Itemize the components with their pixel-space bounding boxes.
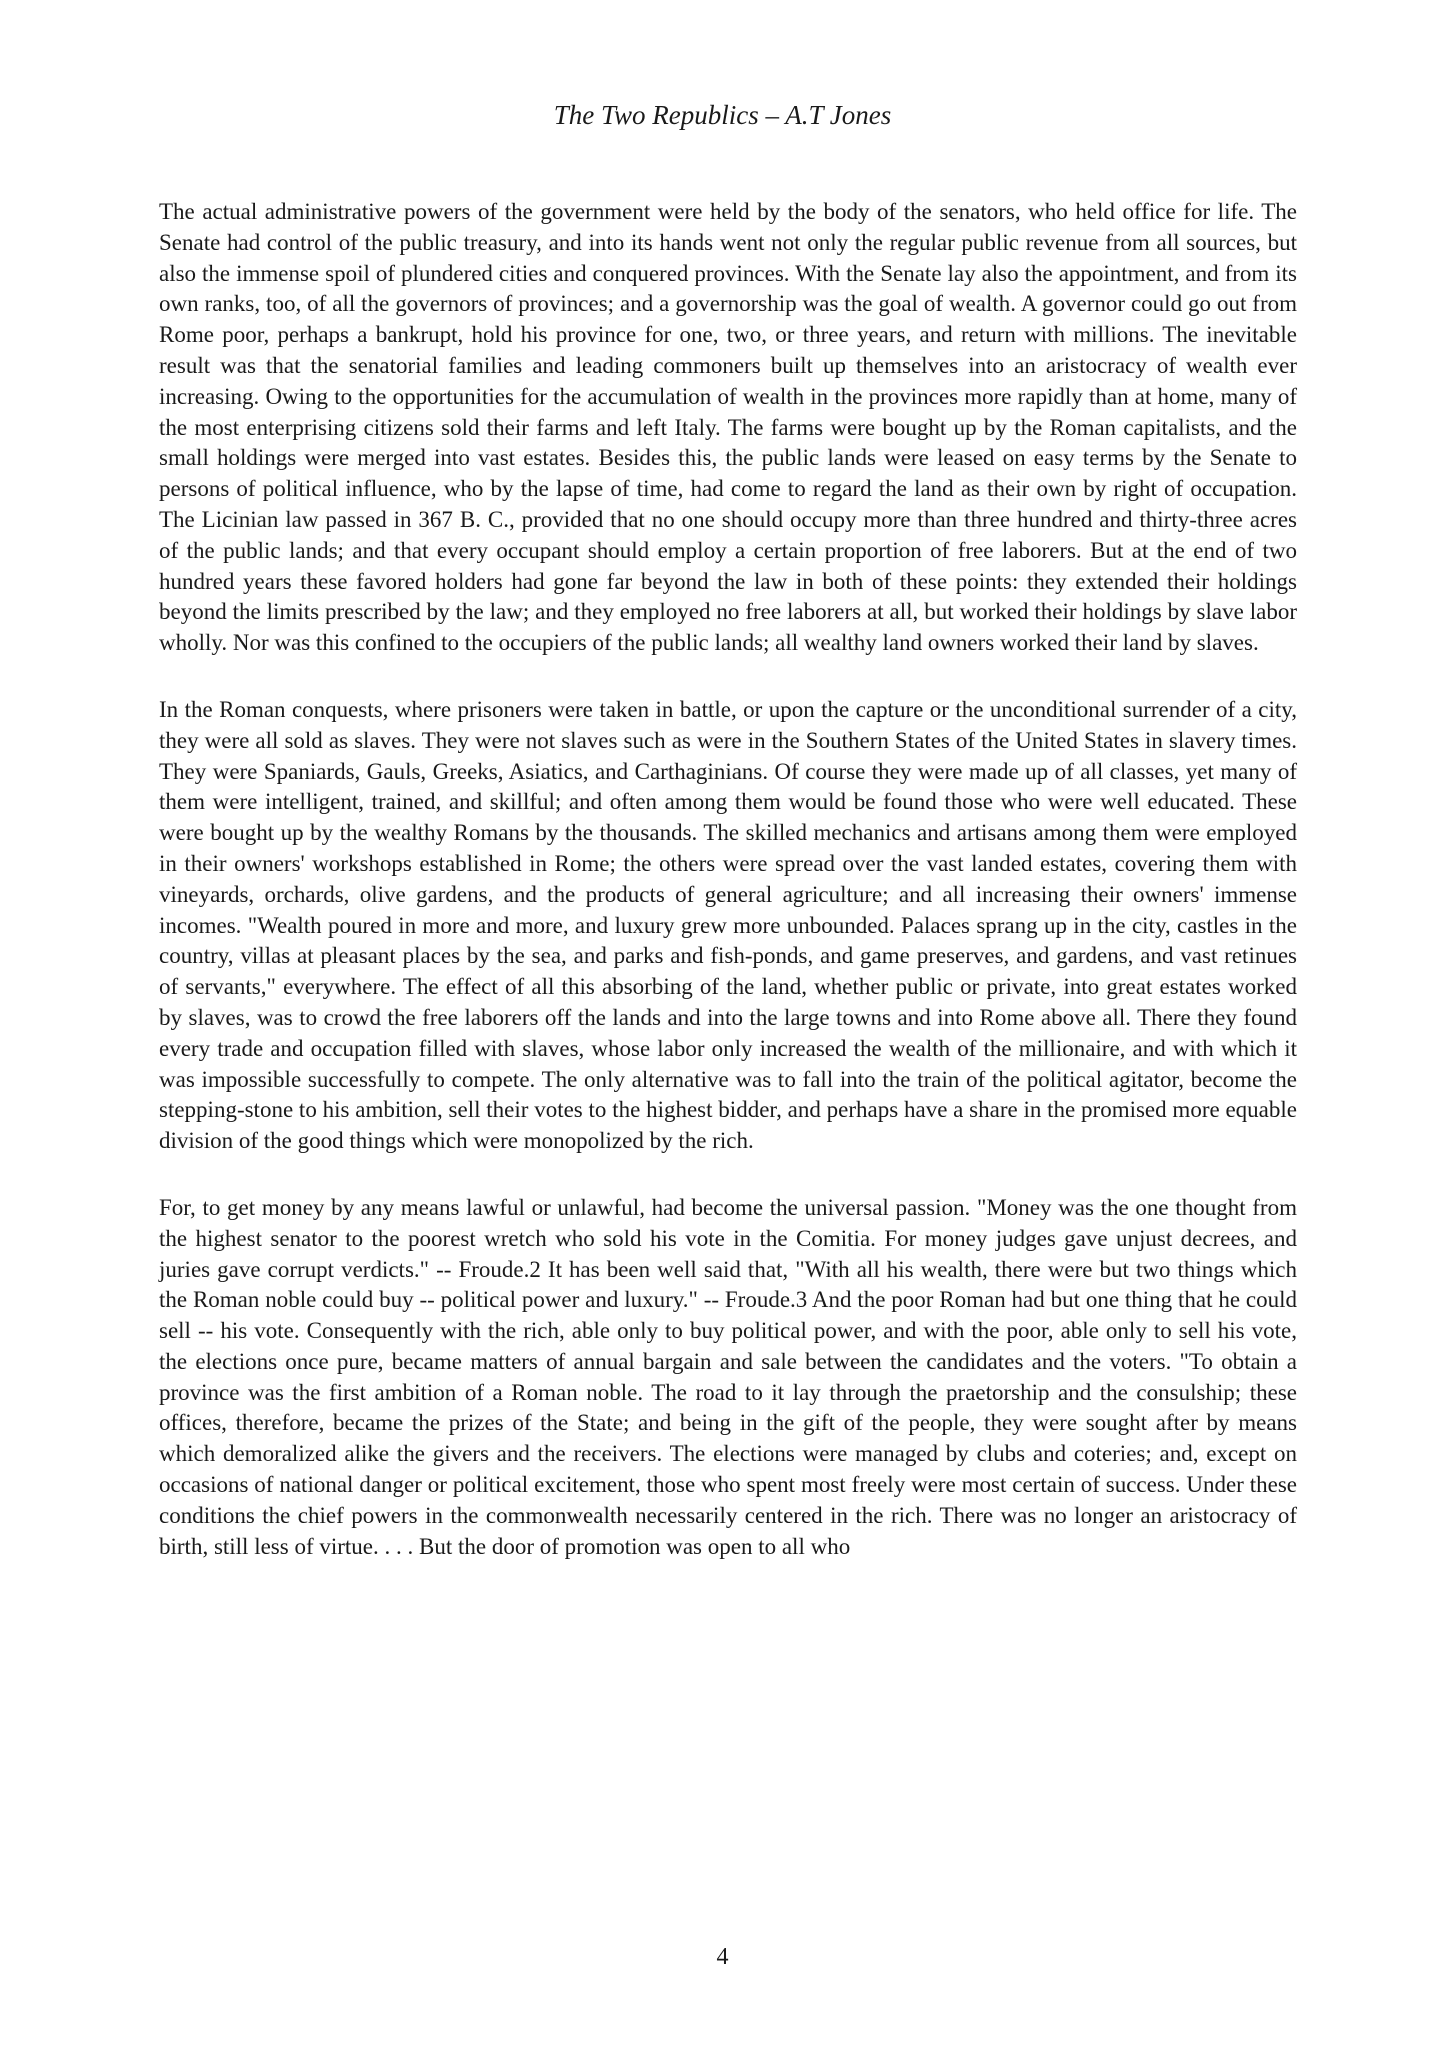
body-text <box>159 197 1297 1562</box>
paragraph-money-passion: For, to get money by any means lawful or unlawful, had become the universal passion. "Money was the one thought from the highest senator to the poorest wretch who sold his vote in the Comitia. For money judges gave unjust decrees, and juries gave corrupt verdicts." -- Froude.2 It has been well said that, "With all his wealth, there were but two things which the Roman noble could buy -- political power and luxury." -- Froude.3 And the poor Roman had but one thing that he could sell -- his vote. Consequently with the rich, able only to buy political power, and with the poor, able only to sell his vote, the elections once pure, became matters of annual bargain and sale between the candidates and the voters. "To obtain a province was the first ambition of a Roman noble. The road to it lay through the praetorship and the consulship; these offices, therefore, became the prizes of the State; and being in the gift of the people, they were sought after by means which demoralized alike the givers and the receivers. The elections were managed by clubs and coteries; and, except on occasions of national danger or political excitement, those who spent most freely were most certain of success. Under these conditions the chief powers in the commonwealth necessarily centered in the rich. There was no longer an aristocracy of birth, still less of virtue. . . . But the door of promotion was open to all who <box>159 1194 1297 1559</box>
page-number: 4 <box>716 1944 729 1970</box>
paragraph-senate-powers: The actual administrative powers of the government were held by the body of the senators, who held office for life. The Senate had control of the public treasury, and into its hands went not only the regular public revenue from all sources, but also the immense spoil of plundered cities and conquered provinces. With the Senate lay also the appointment, and from its own ranks, too, of all the governors of provinces; and a governorship was the goal of wealth. A governor could go out from Rome poor, perhaps a bankrupt, hold his province for one, two, or three years, and return with millions. The inevitable result was that the senatorial families and leading commoners built up themselves into an aristocracy of wealth ever increasing. Owing to the opportunities for the accumulation of wealth in the provinces more rapidly than at home, many of the most enterprising citizens sold their farms and left Italy. The farms were bought up by the Roman capitalists, and the small holdings were merged into vast estates. Besides this, the public lands were leased on easy terms by the Senate to persons of political influence, who by the lapse of time, had come to regard the land as their own by right of occupation. The Licinian law passed in 367 B. C., provided that no one should occupy more than three hundred and thirty-three acres of the public lands; and that every occupant should employ a certain proportion of free laborers. But at the end of two hundred years these favored holders had gone far beyond the law in both of these points: they extended their holdings beyond the limits prescribed by the law; and they employed no free laborers at all, but worked their holdings by slave labor wholly. Nor was this confined to the occupiers of the public lands; all wealthy land owners worked their land by slaves. <box>159 199 1297 656</box>
paragraph-roman-conquests: In the Roman conquests, where prisoners were taken in battle, or upon the capture or the unconditional surrender of a city, they were all sold as slaves. They were not slaves such as were in the Southern States of the United States in slavery times. They were Spaniards, Gauls, Greeks, Asiatics, and Carthaginians. Of course they were made up of all classes, yet many of them were intelligent, trained, and skillful; and often among them would be found those who were well educated. These were bought up by the wealthy Romans by the thousands. The skilled mechanics and artisans among them were employed in their owners' workshops established in Rome; the others were spread over the vast landed estates, covering them with vineyards, orchards, olive gardens, and the products of general agriculture; and all increasing their owners' immense incomes. "Wealth poured in more and more, and luxury grew more unbounded. Palaces sprang up in the city, castles in the country, villas at pleasant places by the sea, and parks and fish-ponds, and game preserves, and gardens, and vast retinues of servants," everywhere. The effect of all this absorbing of the land, whether public or private, into great estates worked by slaves, was to crowd the free laborers off the lands and into the large towns and into Rome above all. There they found every trade and occupation filled with slaves, whose labor only increased the wealth of the millionaire, and with which it was impossible successfully to compete. The only alternative was to fall into the train of the political agitator, become the stepping-stone to his ambition, sell their votes to the highest bidder, and perhaps have a share in the promised more equable division of the good things which were monopolized by the rich. <box>159 696 1297 1154</box>
running-header: The Two Republics – A.T Jones <box>553 100 892 130</box>
